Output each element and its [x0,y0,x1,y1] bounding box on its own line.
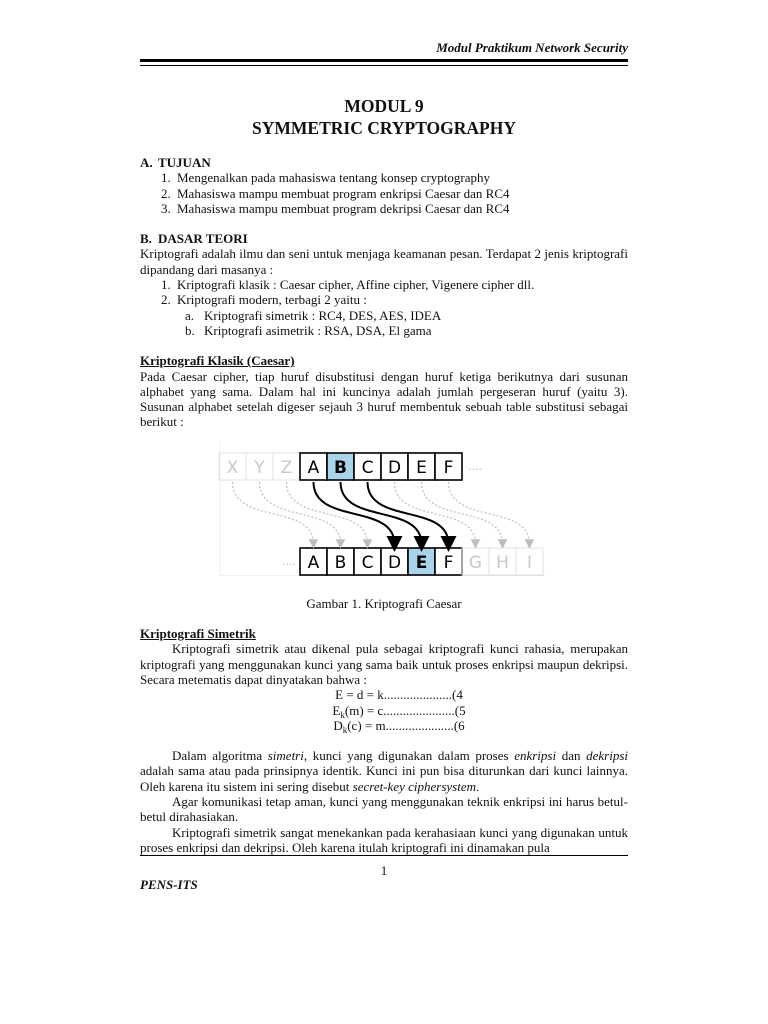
formula-block [140,687,628,733]
list-item: 1. Kriptografi klasik : Caesar cipher, Affine cipher, Vigenere cipher dll. [161,277,535,293]
shift-arrow [314,482,395,544]
bottom-letter: F [443,552,454,573]
faded-letter: G [468,552,483,573]
list-item: b. Kriptografi asimetrik : RSA, DSA, El gama [185,322,432,338]
section-a-label: TUJUAN [158,155,211,170]
faded-letter: H [496,552,509,573]
formula-4: E = d = k.....................(4 [335,687,463,703]
figure-caption: Gambar 1. Kriptografi Caesar [306,595,462,611]
section-b-heading [140,231,628,246]
simetrik-paragraph-4: Kriptografi simetrik sangat menekankan pada kerahasiaan kunci yang digunakan untuk proses enkripsi dan dekripsi. Oleh karena itulah kriptografi ini dinamakan pula [140,824,628,855]
bottom-letter: C [361,552,374,573]
list-item: 2. Kriptografi modern, terbagi 2 yaitu : [161,292,367,308]
bottom-letter: B [334,552,347,573]
top-letter: F [443,457,454,478]
formula-6: $D_k(c) = m.....................(6$ [333,717,465,735]
running-header: Modul Praktikum Network Security [436,40,628,55]
shift-arrow-faded [449,482,530,544]
shift-arrow-faded [260,482,341,544]
list-item: a. Kriptografi simetrik : RC4, DES, AES, IDEA [185,307,442,323]
faded-letter: X [226,457,239,478]
simetrik-heading: Kriptografi Simetrik [140,626,256,642]
faded-letter: I [526,552,533,573]
bottom-letter: D [387,552,402,573]
section-b-intro: Kriptografi adalah ilmu dan seni untuk menjaga keamanan pesan. Terdapat 2 jenis kriptografi dipandang dari masanya : [140,246,628,277]
page-number: 1 [380,863,388,878]
footer-label: PENS-ITS [140,877,198,892]
bottom-letter: A [307,552,320,573]
shift-arrow-faded [287,482,368,544]
top-letter: D [387,457,402,478]
faded-letter: Y [254,457,265,478]
list-item: 3. Mahasiswa mampu membuat program dekripsi Caesar dan RC4 [161,200,510,216]
simetrik-paragraph-2: Dalam algoritma simetri, kunci yang digunakan dalam proses enkripsi dan dekripsi adalah sama atau pada prinsipnya identik. Kunci ini pun bisa diturunkan dari kunci lainnya. Oleh karena itu sistem ini sering disebut secret-key ciphersystem. [140,748,628,794]
main-content [140,155,628,855]
shift-arrow-faded [422,482,503,544]
module-subject: SYMMETRIC CRYPTOGRAPHY [252,118,516,138]
header-rule-thick [140,59,628,62]
caesar-heading: Kriptografi Klasik (Caesar) [140,353,295,369]
section-b-label: DASAR TEORI [158,231,248,247]
formula-5: $E_k(m) = c......................(5$ [332,702,466,720]
shift-arrow-faded [233,482,314,544]
caesar-paragraph: Pada Caesar cipher, tiap huruf disubstitusi dengan huruf ketiga berikutnya dari susunan alphabet yang sama. Dalam hal ini kuncinya adalah jumlah pergeseran huruf (yaitu 3). Susunan alphabet setelah digeser sejauh 3 huruf membentuk sebuah table substitusi sebagai berikut : [140,368,628,430]
module-number: MODUL 9 [344,96,424,116]
caesar-figure [140,441,628,576]
footer-rule [140,855,628,856]
top-letter: A [307,457,320,478]
section-a-heading [140,155,628,170]
list-item: 2. Mahasiswa mampu membuat program enkripsi Caesar dan RC4 [161,185,510,201]
top-letter: C [361,457,374,478]
faded-letter: Z [280,457,293,478]
list-item: 1. Mengenalkan pada mahasiswa tentang konsep cryptography [161,170,490,186]
top-ellipsis: .... [468,459,482,473]
modern-crypto-sublist [140,308,628,339]
simetrik-paragraph-3: Agar komunikasi tetap aman, kunci yang menggunakan teknik enkripsi ini harus betul-betul dirahasiakan. [140,794,628,825]
objectives-list [140,170,628,216]
top-letter: B [334,457,347,478]
crypto-types-list [140,277,628,308]
bottom-ellipsis: .... [282,554,296,568]
section-b-number: B. [140,231,152,247]
header-rule-thin [140,65,628,66]
module-title [140,95,628,139]
caesar-shift-diagram [140,441,628,576]
simetrik-paragraph-1: Kriptografi simetrik atau dikenal pula sebagai kriptografi kunci rahasia, merupakan kriptografi yang menggunakan kunci yang sama baik untuk proses enkripsi maupun dekripsi. Secara metematis dapat dinyatakan bahwa : [140,641,628,687]
bottom-letter: E [415,552,428,573]
section-a-number: A. [140,155,153,170]
top-letter: E [416,457,427,478]
